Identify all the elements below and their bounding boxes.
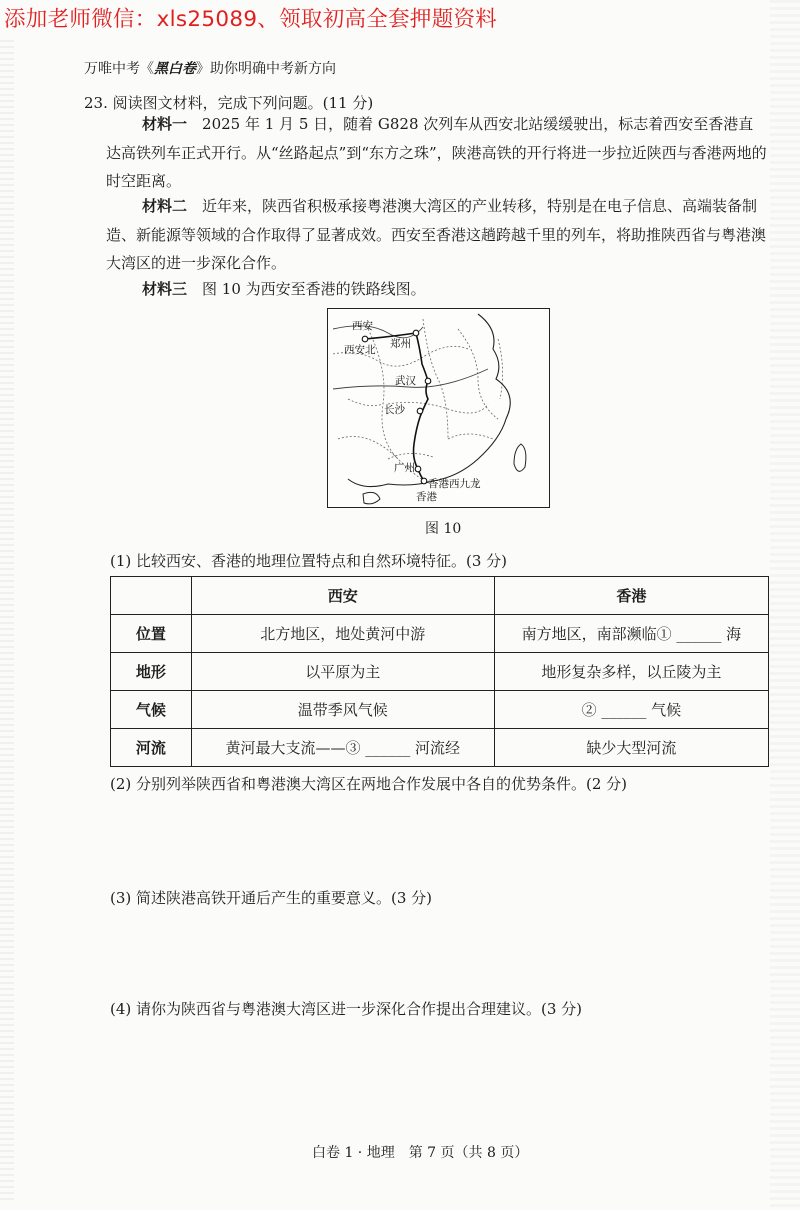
header-brand: 黑白卷 — [154, 61, 196, 77]
taiwan-outline — [514, 444, 526, 471]
material-2 — [106, 192, 768, 278]
cell-hk: 缺少大型河流 — [494, 729, 768, 767]
header-prefix: 万唯中考《 — [84, 61, 154, 77]
station-hk-west-kowloon — [421, 478, 427, 484]
railway-map — [327, 308, 550, 508]
cell-xian: 以平原为主 — [191, 653, 494, 691]
table-row — [111, 653, 769, 691]
cell-xian: 温带季风气候 — [191, 691, 494, 729]
comparison-table — [110, 576, 769, 767]
map-label-changsha: 长沙 — [384, 404, 405, 416]
table-row — [111, 615, 769, 653]
question-4: (4) 请你为陕西省与粤港澳大湾区进一步深化合作提出合理建议。(3 分) — [110, 1000, 583, 1018]
cell-hk: 南方地区，南部濒临① ______ 海 — [494, 615, 768, 653]
table-row — [111, 691, 769, 729]
railway-map-svg — [328, 309, 549, 507]
table-header-blank — [111, 577, 192, 615]
cell-xian: 北方地区，地处黄河中游 — [191, 615, 494, 653]
row-label: 河流 — [111, 729, 192, 767]
row-label: 气候 — [111, 691, 192, 729]
material-2-label: 材料二 — [142, 197, 188, 215]
yellow-river — [333, 326, 423, 338]
scan-noise-left — [0, 40, 14, 1200]
figure-caption: 图 10 — [425, 521, 462, 537]
table-header-row — [111, 577, 769, 615]
material-1 — [106, 110, 768, 196]
cell-hk: ② ______ 气候 — [494, 691, 768, 729]
map-label-guangzhou: 广州 — [394, 462, 415, 474]
station-wuhan — [425, 378, 431, 384]
table-header-xian: 西安 — [191, 577, 494, 615]
question-2: (2) 分别列举陕西省和粤港澳大湾区在两地合作发展中各自的优势条件。(2 分) — [110, 775, 628, 793]
scan-noise-right — [770, 0, 800, 1210]
map-label-wuhan: 武汉 — [395, 375, 416, 387]
material-1-text: 2025 年 1 月 5 日，随着 G828 次列车从西安北站缓缓驶出，标志着西安至香港直达高铁列车正式开行。从“丝路起点”到“东方之珠”，陕港高铁的开行将进一步拉近陕西与香港两地的时空距离。 — [106, 115, 767, 190]
cell-hk: 地形复杂多样，以丘陵为主 — [494, 653, 768, 691]
cell-xian: 黄河最大支流——③ ______ 河流经 — [191, 729, 494, 767]
map-label-hongkong: 香港 — [416, 491, 437, 503]
page-footer: 白卷 1 · 地理 第 7 页（共 8 页） — [312, 1145, 529, 1161]
station-zhengzhou — [413, 330, 419, 336]
map-label-xianbei: 西安北 — [344, 344, 376, 356]
table-row — [111, 729, 769, 767]
material-3-label: 材料三 — [142, 280, 188, 298]
page-header — [84, 58, 336, 78]
question-title: 23. 阅读图文材料，完成下列问题。(11 分) — [84, 94, 374, 112]
material-3-text: 图 10 为西安至香港的铁路线图。 — [202, 280, 426, 298]
material-3 — [106, 275, 768, 304]
map-label-zhengzhou: 郑州 — [390, 338, 411, 350]
station-changsha — [417, 408, 423, 414]
table-header-hk: 香港 — [494, 577, 768, 615]
map-label-xian: 西安 — [352, 320, 373, 332]
question-1: (1) 比较西安、香港的地理位置特点和自然环境特征。(3 分) — [110, 552, 508, 570]
watermark-text: 添加老师微信：xls25089、领取初高全套押题资料 — [4, 7, 498, 32]
station-guangzhou — [415, 466, 421, 472]
material-2-text: 近年来，陕西省积极承接粤港澳大湾区的产业转移，特别是在电子信息、高端装备制造、新能源等领域的合作取得了显著成效。西安至香港这趟跨越千里的列车，将助推陕西省与粤港澳大湾区的进一步深化合作。 — [106, 197, 767, 272]
coastline — [348, 314, 510, 487]
station-xian — [362, 336, 368, 342]
material-1-label: 材料一 — [142, 115, 188, 133]
row-label: 位置 — [111, 615, 192, 653]
row-label: 地形 — [111, 653, 192, 691]
header-suffix: 》助你明确中考新方向 — [196, 61, 336, 77]
map-label-hk-west-kowloon: 香港西九龙 — [428, 478, 481, 490]
hainan-outline — [363, 492, 380, 504]
question-3: (3) 简述陕港高铁开通后产生的重要意义。(3 分) — [110, 889, 433, 907]
